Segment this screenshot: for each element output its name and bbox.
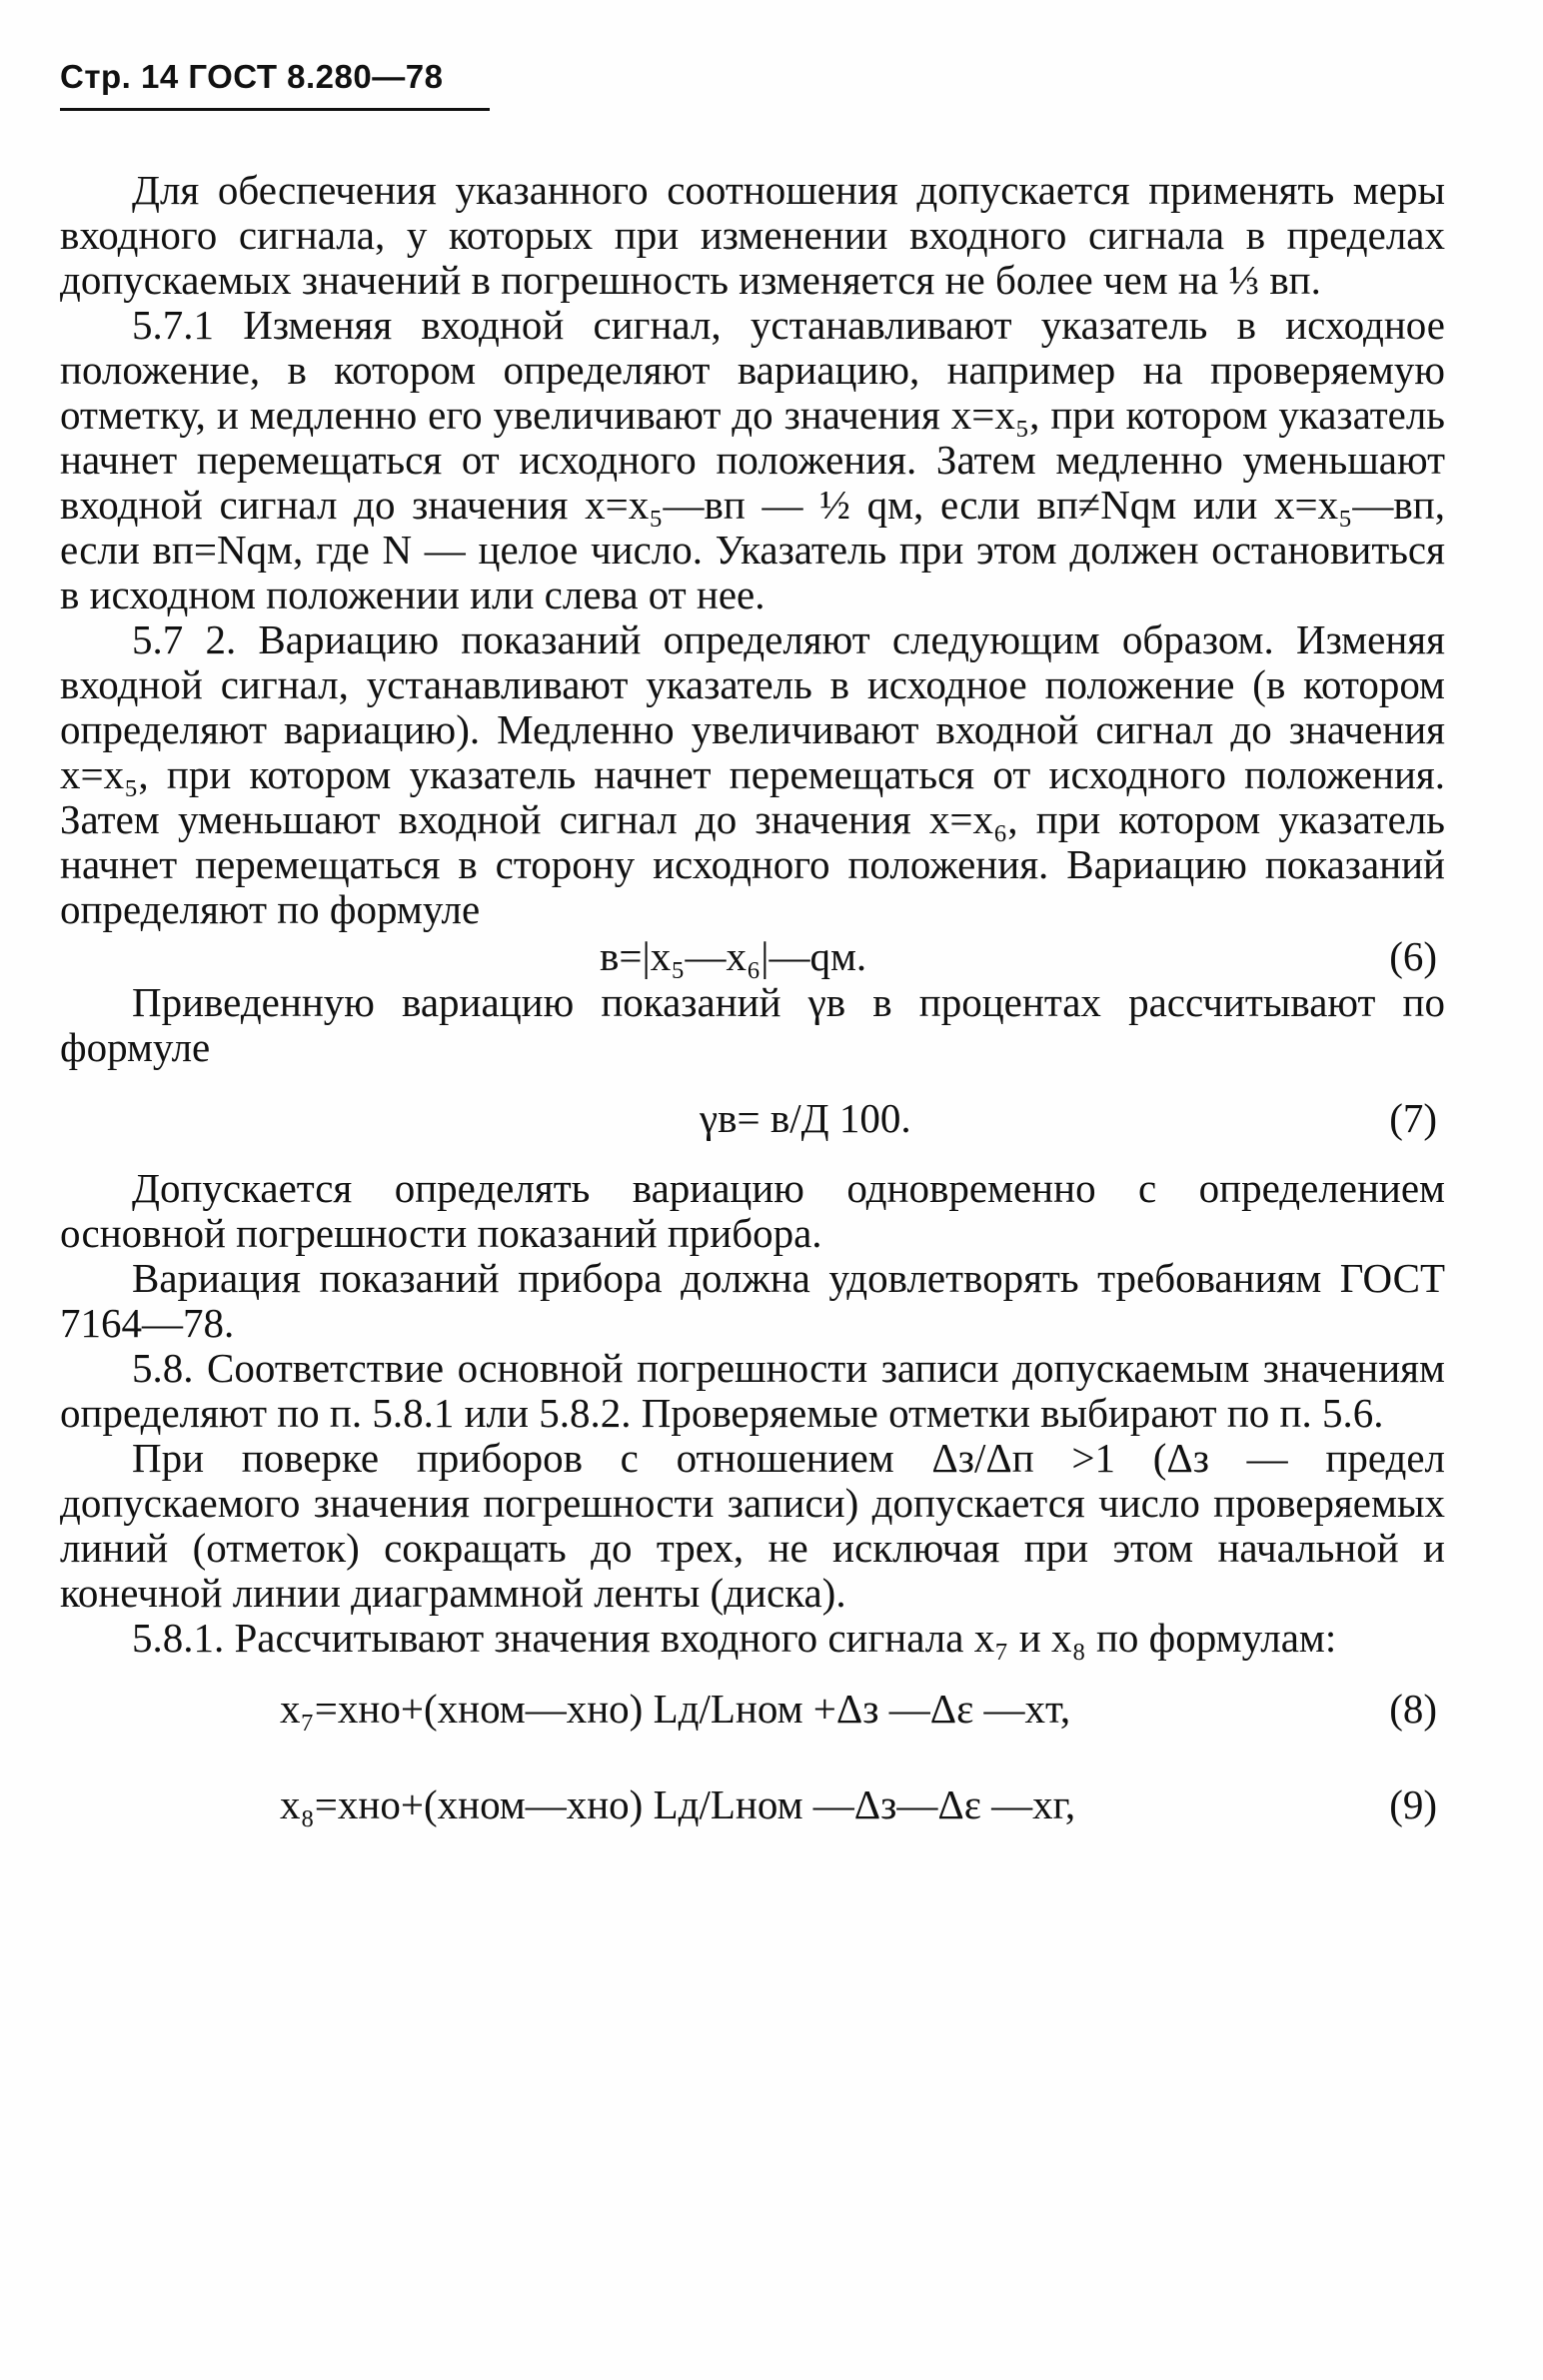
formula-6-row	[60, 932, 1445, 980]
paragraph-reduced-variation: Приведенную вариацию показаний γв в процентах рассчитывают по формуле	[60, 979, 1445, 1070]
formula-6: в=|x₅—x₆|—qм.	[600, 933, 867, 979]
formula-8-row	[60, 1661, 1445, 1757]
formula-6-number: (6)	[1389, 933, 1437, 979]
paragraph-5-8-1: 5.8.1. Рассчитывают значения входного сигнала x₇ и x₈ по формулам:	[132, 1615, 1337, 1661]
formula-9-number: (9)	[1389, 1782, 1437, 1827]
paragraph-1: Для обеспечения указанного соотношения допускается применять меры входного сигнала, у которых при изменении входного сигнала в пределах допускаемых значений в погрешность изменяется не более чем на ⅓ вп.	[60, 167, 1445, 303]
formula-7: γв= в/Д 100.	[700, 1095, 911, 1141]
formula-9: x₈=xно+(xном—xно) Lд/Lном —Δз—Δε —xг,	[280, 1782, 1076, 1827]
formula-8: x₇=xно+(xном—xно) Lд/Lном +Δз —Δε —xт,	[280, 1686, 1071, 1732]
paragraph-5-8: 5.8. Соответствие основной погрешности записи допускаемым значениям определяют по п. 5.8.1 или 5.8.2. Проверяемые отметки выбирают по п. 5.6.	[60, 1345, 1445, 1436]
formula-9-row	[60, 1757, 1445, 1852]
paragraph-5-7-2: 5.7 2. Вариацию показаний определяют следующим образом. Изменяя входной сигнал, устанавливают указатель в исходное положение (в котором определяют вариацию). Медленно увеличивают входной сигнал до значения x=x₅, при котором указатель начнет перемещаться от исходного положения. Затем уменьшают входной сигнал до значения x=x₆, при котором указатель начнет перемещаться в сторону исходного положения. Вариацию показаний определяют по формуле	[60, 616, 1445, 932]
page-header: Стр. 14 ГОСТ 8.280—78	[60, 58, 444, 95]
paragraph-allowed: Допускается определять вариацию одновременно с определением основной погрешности показаний прибора.	[60, 1165, 1445, 1256]
formula-8-number: (8)	[1389, 1686, 1437, 1732]
header-rule	[60, 108, 490, 111]
formula-7-row	[60, 1070, 1445, 1166]
formula-7-number: (7)	[1389, 1095, 1437, 1141]
paragraph-5-7-1: 5.7.1 Изменяя входной сигнал, устанавливают указатель в исходное положение, в котором определяют вариацию, например на проверяемую отметку, и медленно его увеличивают до значения x=x₅, при котором указатель начнет перемещаться от исходного положения. Затем медленно уменьшают входной сигнал до значения x=x₅—вп — ½ qм, если вп≠Nqм или x=x₅—вп, если вп=Nqм, где N — целое число. Указатель при этом должен остановиться в исходном положении или слева от нее.	[60, 302, 1445, 617]
paragraph-verification: При поверке приборов с отношением Δз/Δп >1 (Δз — предел допускаемого значения погрешности записи) допускается число проверяемых линий (отметок) сокращать до трех, не исключая при этом начальной и конечной линии диаграммной ленты (диска).	[60, 1435, 1445, 1616]
body-text	[60, 168, 1445, 1852]
paragraph-requirements: Вариация показаний прибора должна удовлетворять требованиям ГОСТ 7164—78.	[60, 1255, 1445, 1346]
